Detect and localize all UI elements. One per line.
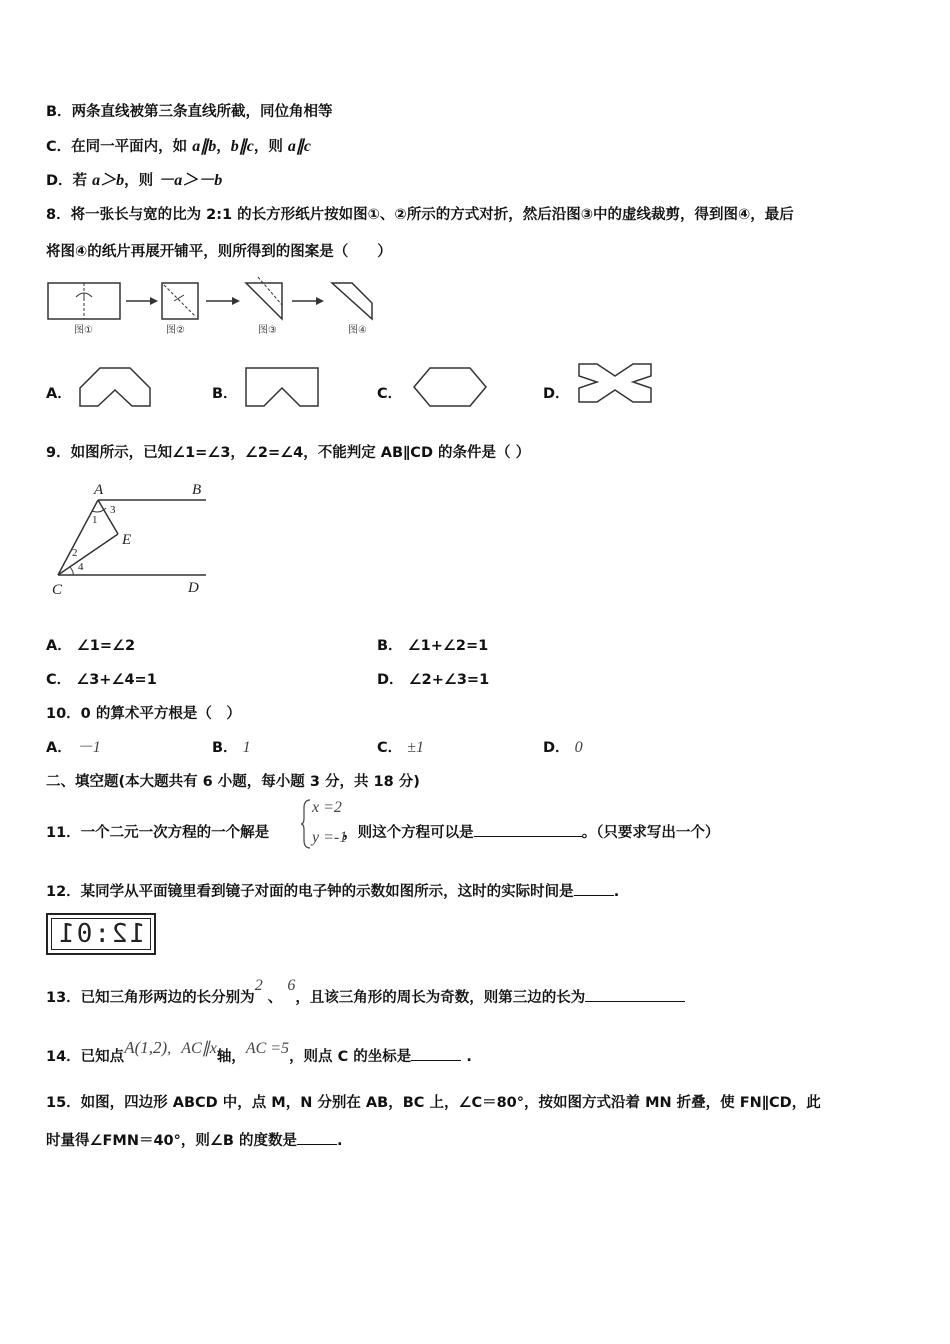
q11-stem: 11．一个二元一次方程的一个解是 ，则这个方程可以是 。（只要求写出一个） [46, 822, 719, 843]
q8-option-a-shape[interactable] [78, 366, 152, 408]
q10-option-d: D． 0 [543, 739, 583, 756]
q9-option-b: B． ∠1+∠2=1 [377, 638, 489, 654]
q8-option-d-shape[interactable] [577, 362, 655, 406]
q9-geometry-figure [46, 478, 216, 603]
q7-option-b: B．两条直线被第三条直线所截，同位角相等 [46, 104, 333, 120]
q10-stem: 10．0 的算术平方根是（ ） [46, 706, 241, 722]
q11-answer-blank [474, 822, 582, 837]
q7-option-c: C．在同一平面内，如 a∥b，b∥c，则 a∥c [46, 138, 311, 155]
q10-option-c: C． ±1 [377, 739, 424, 756]
q15-stem-line2: 时量得∠FMN＝40°，则∠B 的度数是 . [46, 1130, 343, 1151]
q10-option-a: A． －1 [46, 739, 101, 756]
q8-folding-figure [46, 275, 386, 345]
q12-answer-blank [574, 881, 614, 896]
q8-option-c-label: C． [377, 386, 403, 402]
q8-stem-line1: 8．将一张长与宽的比为 2:1 的长方形纸片按如图①、②所示的方式对折，然后沿图③中的虚线裁剪，得到图④，最后 [46, 207, 794, 223]
q13-answer-blank [585, 987, 685, 1002]
q13-stem: 13．已知三角形两边的长分别为2 、 6，且该三角形的周长为奇数，则第三边的长为 [46, 987, 685, 1008]
q10-option-b: B． 1 [212, 739, 251, 756]
angle-3-label: 3 [110, 504, 116, 516]
q15-answer-blank [297, 1130, 337, 1145]
angle-2-label: 2 [72, 547, 78, 559]
q8-option-b-label: B． [212, 386, 238, 402]
q11-equation-1: x =2 [312, 799, 342, 816]
fig-label-3: 图③ [258, 325, 277, 336]
angle-1-label: 1 [92, 514, 98, 526]
fig-label-2: 图② [166, 325, 185, 336]
digital-clock [46, 913, 156, 955]
q11-equation-2: y =-1 [312, 829, 348, 846]
q14-stem: 14．已知点A(1,2), AC∥x轴，AC =5，则点 C 的坐标是 . [46, 1038, 472, 1065]
fig-label-1: 图① [74, 325, 93, 336]
q8-option-c-shape[interactable] [412, 366, 488, 408]
q9-option-a: A． ∠1=∠2 [46, 638, 136, 654]
q11-brace [300, 798, 312, 850]
q9-option-d: D． ∠2+∠3=1 [377, 672, 490, 688]
q8-stem-line2: 将图④的纸片再展开铺平，则所得到的图案是（ ） [46, 244, 392, 260]
point-e-label: E [122, 532, 132, 548]
q9-option-c: C． ∠3+∠4=1 [46, 672, 157, 688]
section-2-heading: 二、填空题(本大题共有 6 小题，每小题 3 分，共 18 分) [46, 774, 420, 790]
q14-answer-blank [411, 1046, 461, 1061]
point-c-label: C [52, 582, 63, 598]
clock-digits: 12:01 [56, 919, 146, 949]
q7-option-d: D．若 a＞b，则 －a＞－b [46, 172, 223, 189]
q8-option-a-label: A． [46, 386, 72, 402]
q12-stem: 12．某同学从平面镜里看到镜子对面的电子钟的示数如图所示，这时的实际时间是 . [46, 881, 619, 902]
q8-option-b-shape[interactable] [244, 366, 320, 408]
q8-option-d-label: D． [543, 386, 570, 402]
point-a-label: A [94, 482, 104, 498]
q9-stem: 9．如图所示，已知∠1=∠3，∠2=∠4，不能判定 AB∥CD 的条件是（ ） [46, 445, 531, 461]
angle-4-label: 4 [78, 561, 84, 573]
q15-stem-line1: 15．如图，四边形 ABCD 中，点 M，N 分别在 AB，BC 上，∠C＝80°，按如图方式沿着 MN 折叠，使 FN∥CD，此 [46, 1095, 821, 1111]
point-b-label: B [192, 482, 202, 498]
fig-label-4: 图④ [348, 325, 367, 336]
point-d-label: D [188, 580, 199, 596]
